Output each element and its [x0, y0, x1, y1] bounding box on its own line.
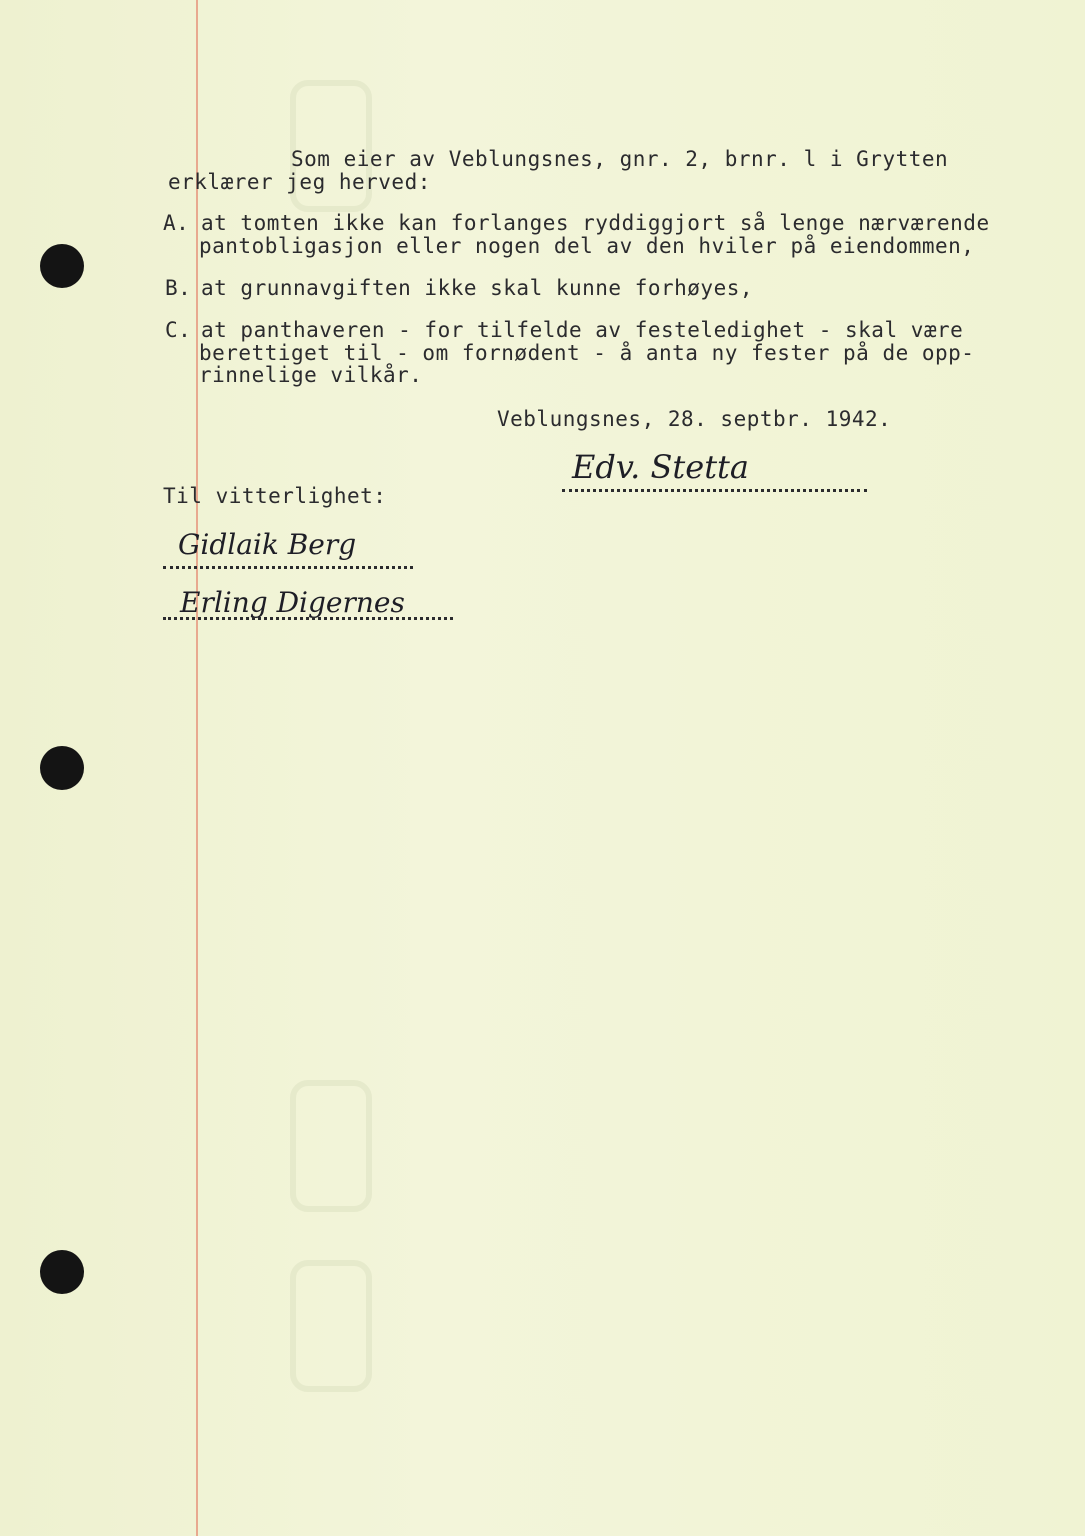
witness-line-2 [163, 617, 453, 620]
intro-line-1: Som eier av Veblungsnes, gnr. 2, brnr. l i Grytten [291, 147, 949, 171]
item-c-line-1: at panthaveren - for tilfelde av festeledighet - skal være [201, 318, 964, 342]
item-c-line-3: rinnelige vilkår. [199, 363, 423, 387]
place-date: Veblungsnes, 28. septbr. 1942. [497, 407, 892, 431]
margin-line [196, 0, 198, 1536]
intro-line-2: erklærer jeg herved: [168, 170, 431, 194]
item-c-marker: C. [165, 318, 192, 342]
bleed-through-mark [290, 1080, 372, 1212]
item-b-marker: B. [165, 276, 192, 300]
item-c-line-2: berettiget til - om fornødent - å anta ny fester på de opp- [199, 341, 975, 365]
bleed-through-mark [290, 1260, 372, 1392]
item-a-line-2: pantobligasjon eller nogen del av den hviler på eiendommen, [199, 234, 975, 258]
signature: Edv. Stetta [572, 448, 749, 486]
witness-heading: Til vitterlighet: [163, 484, 387, 508]
witness-signature-2: Erling Digernes [180, 586, 405, 619]
item-a-line-1: at tomten ikke kan forlanges ryddiggjort så lenge nærværende [201, 211, 990, 235]
witness-line-1 [163, 566, 413, 569]
signature-line [562, 489, 867, 492]
item-b-line-1: at grunnavgiften ikke skal kunne forhøyes, [201, 276, 754, 300]
item-a-marker: A. [163, 211, 190, 235]
punch-hole [40, 244, 84, 288]
punch-hole [40, 746, 84, 790]
punch-hole [40, 1250, 84, 1294]
witness-signature-1: Gidlaik Berg [178, 528, 357, 561]
